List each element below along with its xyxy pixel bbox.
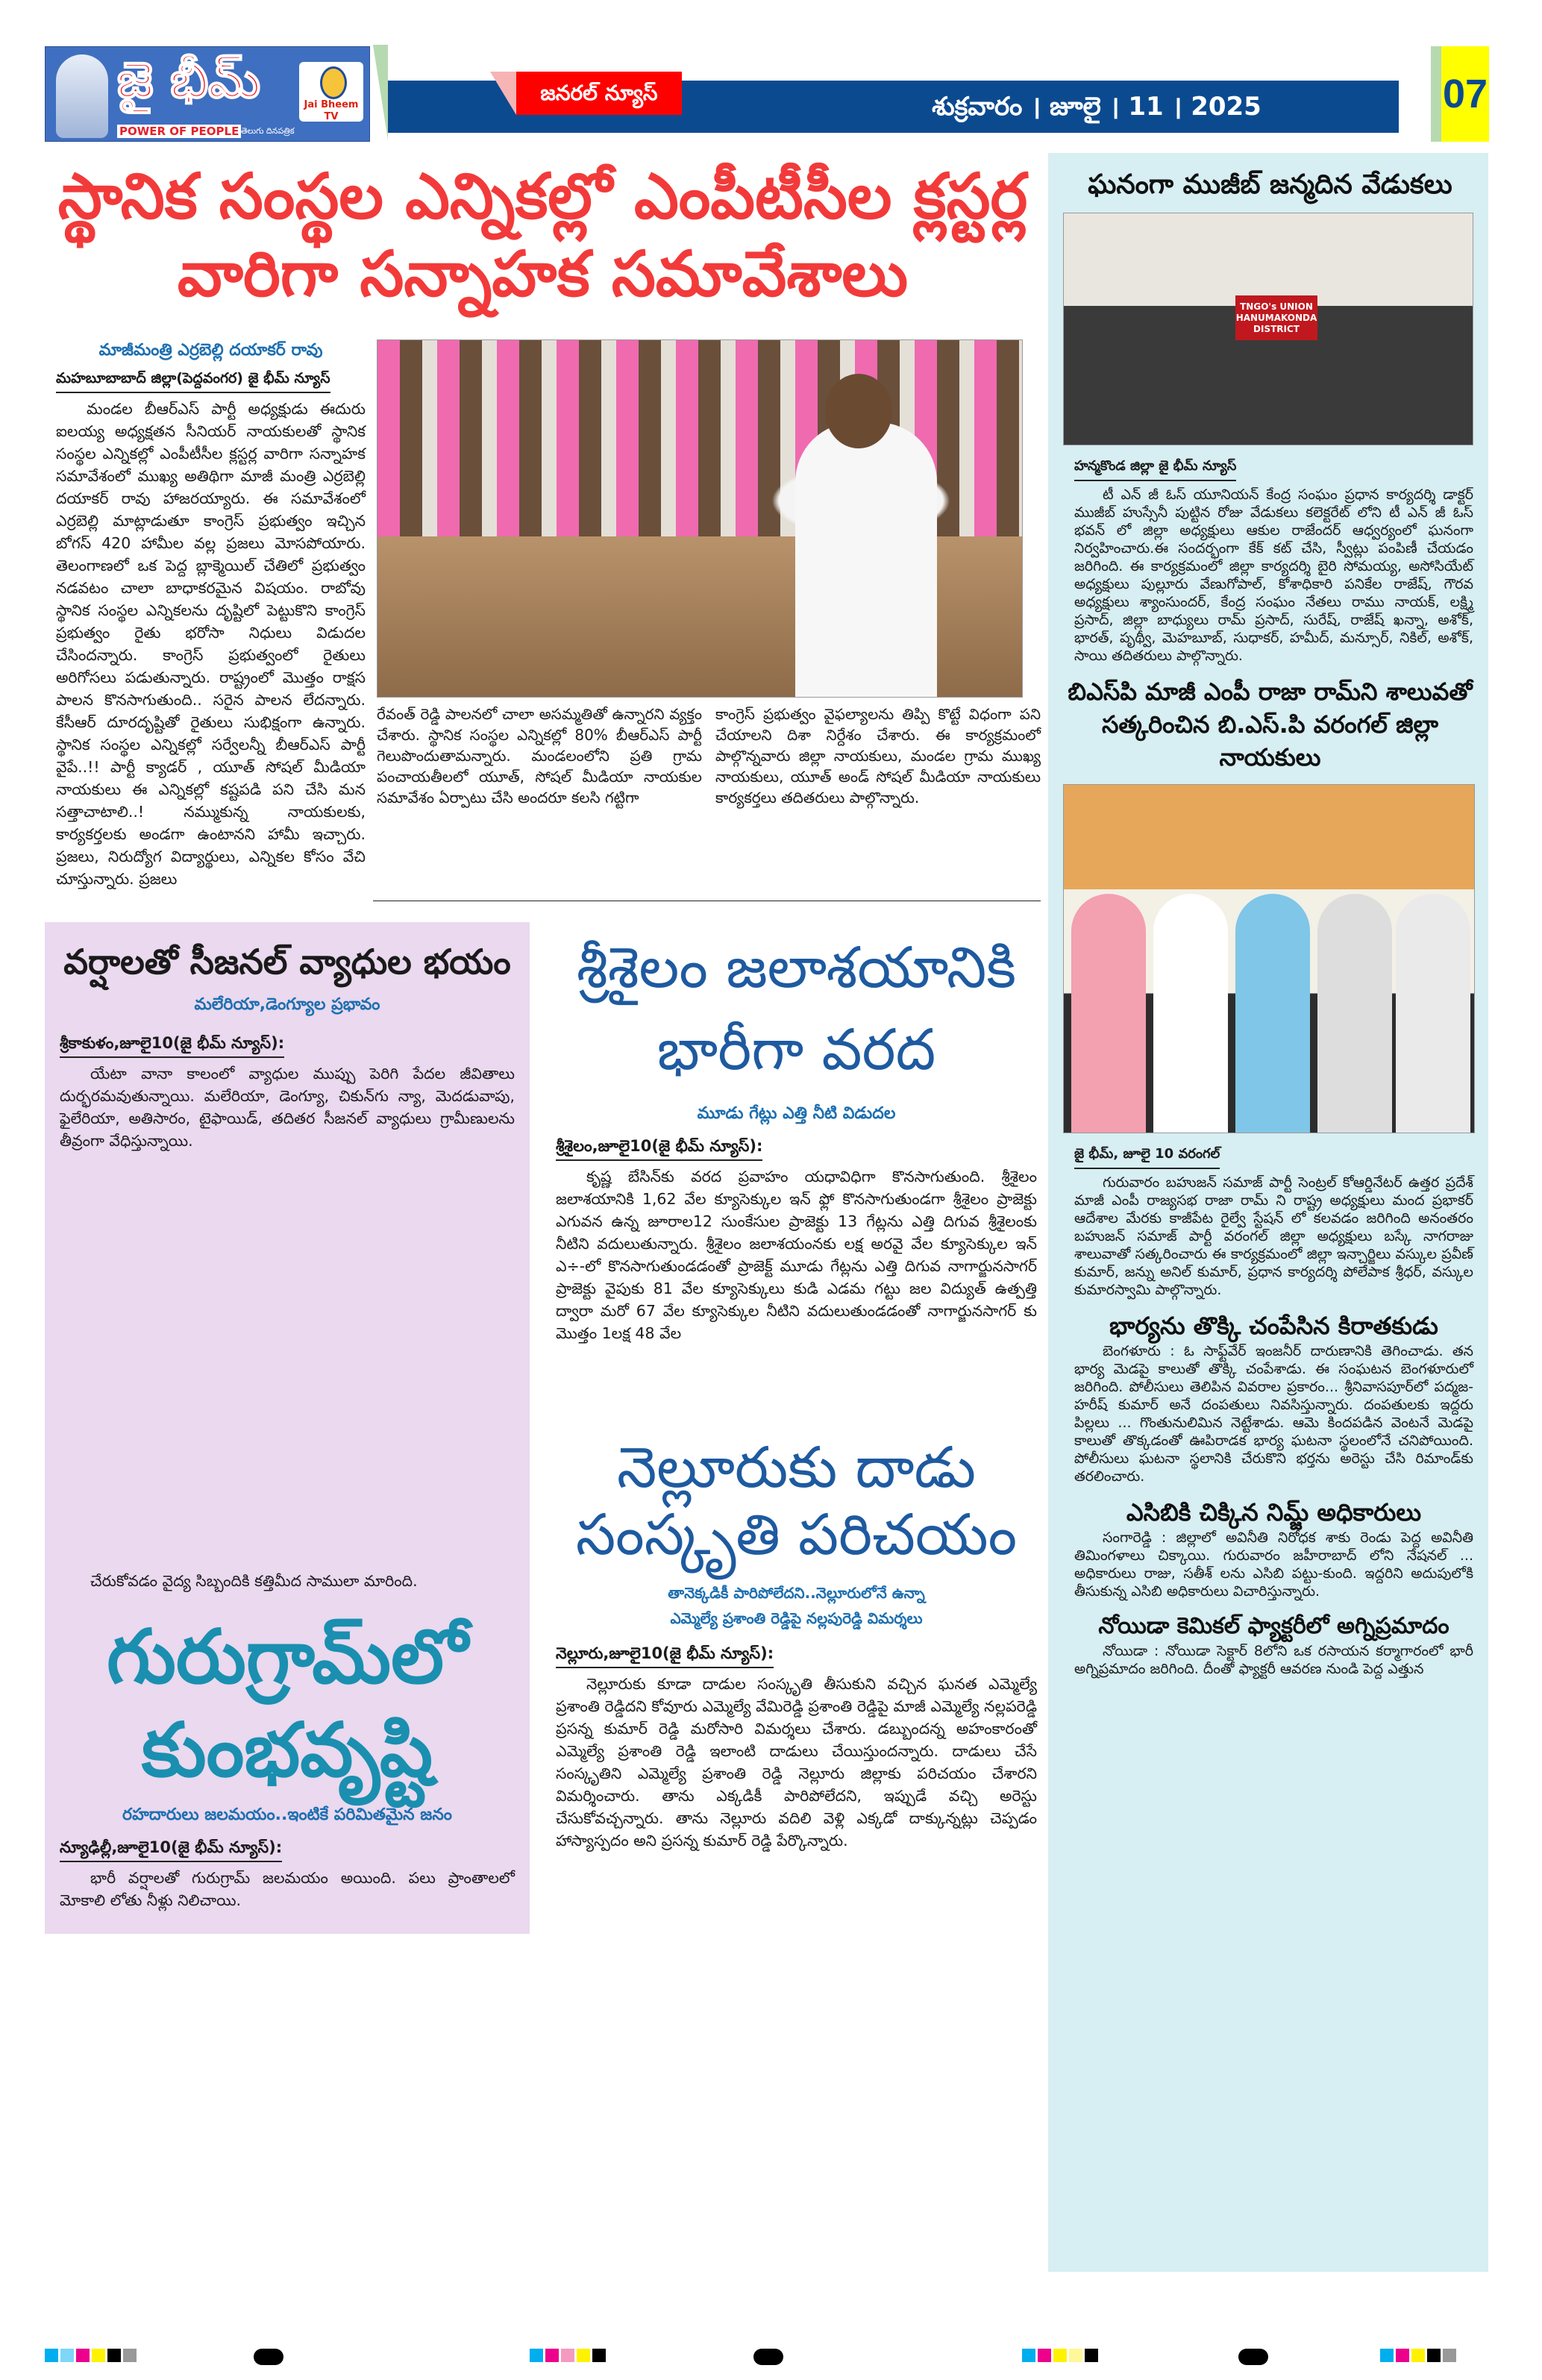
page-body [45, 153, 1488, 2332]
section-label: జనరల్ న్యూస్ [516, 72, 682, 115]
srisailam-byline: శ్రీశైలం,జూలై10(జై భీమ్ న్యూస్): [556, 1136, 762, 1161]
srisailam-headline: శ్రీశైలం జలాశయానికి భారీగా వరద [576, 934, 1017, 1083]
gurugram-story [60, 1610, 515, 1911]
lead-photo-area [377, 339, 1041, 808]
seasonal-kicker: మలేరియా,డెంగ్యూల ప్రభావం [194, 995, 380, 1014]
bsp-byline: జై భీమ్, జూలై 10 వరంగల్ [1074, 1144, 1220, 1169]
nellore-body: నెల్లూరుకు కూడా దాడుల సంస్కృతి తీసుకుని వచ్చిన ఘనత ఎమ్మెల్యే ప్రశాంతి రెడ్డిదని కోవూరు ఎమ్మెల్యే వేమిరెడ్డి ప్రశాంతి రెడ్డిపై మాజీ ఎమ్మెల్యే నల్లపరెడ్డి ప్రసన్న కుమార్ రెడ్డి మరోసారి విమర్శలు చేశారు. డబ్బుందన్న అహంకారంతో ఎమ్మెల్యే ప్రశాంతి రెడ్డి ఇలాంటి దాడులు చేయిస్తుందన్నారు. దాడులు చేసే సంస్కృతిని ఎమ్మెల్యే ప్రశాంతి రెడ్డి నెల్లూరు జిల్లాకు పరిచయం చేశారని విమర్శించారు. తాను ఎక్కడికీ పారిపోలేదని, ఇప్పుడే వచ్చి అరెస్టు చేసుకోవచ్చన్నారు. తాను నెల్లూరు వదిలి వెళ్లి ఎక్కడో దాక్కున్నట్లు చెప్పడం హాస్యాస్పదం అని ప్రసన్న కుమార్ రెడ్డి పేర్కొన్నారు. [556, 1675, 1037, 1850]
masthead-slogan: POWER OF PEOPLE [117, 125, 241, 138]
registration-oval [1238, 2349, 1268, 2365]
page-number: 07 [1431, 46, 1489, 142]
seasonal-closing: చేరుకోవడం వైద్య సిబ్బందికి కత్తిమీద సాములా మారింది. [90, 1572, 418, 1590]
lead-body-col2: రేవంత్ రెడ్డి పాలనలో చాలా అసమ్మతితో ఉన్నారని వ్యక్తం చేశారు. స్థానిక సంస్థల ఎన్నికల్లో 80% బీఆర్ఎస్ పార్టీ గెలుపొందుతామన్నారు. మండలంలోని ప్రతి గ్రామ పంచాయతీలలో యూత్, సోషల్ మీడియా నాయకుల సమావేశం ఏర్పాటు చేసి అందరూ కలసి గట్టిగా [377, 705, 702, 807]
seasonal-byline: శ్రీకాకుళం,జూలై10(జై భీమ్ న్యూస్): [60, 1033, 284, 1058]
gurugram-kicker: రహదారులు జలమయం..ఇంటికే పరిమితమైన జనం [122, 1806, 452, 1824]
wife-headline: భార్యను తొక్కి చంపేసిన కిరాతకుడు [1109, 1312, 1438, 1340]
srisailam-body: కృష్ణ బేసిన్‌కు వరద ప్రవాహం యధావిధిగా కొనసాగుతుంది. శ్రీశైలం జలాశయానికి 1,62 వేల క్యూసెక్కుల ఇన్ ఫ్లో కొనసాగుతుండగా శ్రీశైలం ప్రాజెక్టు ఎగువన ఉన్న జూరాల12 సుంకేసుల ప్రాజెక్టు 13 గేట్లను ఎత్తి దిగువ శ్రీశైలంకు నీటిని వదులుతున్నారు. శ్రీశైలం జలాశయంనకు లక్ష అరవై వేల క్యూసెక్కుల ఇన్ ఎ÷-లో కొనసాగుతుండడంతో ప్రాజెక్ట్ మూడు గేట్లను ఎత్తి దిగువ నాగార్జునసాగర్ ప్రాజెక్టు వైపుకు 81 వేల క్యూసెక్కులు కుడి ఎడమ గట్టు జల విద్యుత్ ఉత్పత్తి ద్వారా మరో 67 వేల క్యూసెక్కుల నీటిని వదులుతుండడంతో నాగార్జునసాగర్ కు మొత్తం 1లక్ష 48 వేల [556, 1168, 1037, 1342]
bsp-headline: బిఎస్‌పి మాజీ ఎంపీ రాజా రామ్‌ని శాలువతో సత్కరించిన బి.ఎస్.పి వరంగల్ జిల్లా నాయకులు [1068, 677, 1473, 771]
meeting-photo [377, 339, 1023, 698]
issue-date: శుక్రవారం । జూలై । 11 । 2025 [932, 92, 1262, 122]
header-divider [373, 45, 388, 140]
wife-story [1063, 1309, 1477, 1485]
lead-story [45, 339, 1041, 890]
photo-banner: TNGO's UNION HANUMAKONDA DISTRICT [1235, 295, 1317, 340]
lead-continuation [377, 704, 1041, 808]
srisailam-kicker: మూడు గేట్లు ఎత్తి నీటి విడుదల [697, 1104, 896, 1123]
color-registration-marks [1022, 2349, 1100, 2365]
nellore-kicker-2: ఎమ్మెల్యే ప్రశాంతి రెడ్డిపై నల్లపురెడ్డి విమర్శలు [670, 1609, 923, 1627]
noida-headline: నోయిడా కెమికల్ ఫ్యాక్టరీలో అగ్నిప్రమాదం [1098, 1613, 1449, 1639]
acb-headline: ఎసిబికి చిక్కిన నిమ్జ్ అధికారులు [1126, 1498, 1422, 1526]
masthead-tagline: తెలుగు దినపత్రిక [241, 126, 295, 136]
acb-body: సంగారెడ్డి : జిల్లాలో అవినీతి నిరోధక శాకు రెండు పెద్ద అవినీతి తిమింగళాలు చిక్కాయి. గురువారం జహీరాబాద్ లోని నేషనల్ ... అధికారులు రాజు, సతీశ్ లను ఎసిబి పట్టు-కుంది. ఇద్దరిని అదుపులోకి తీసుకున్న ఎసిబి అధికారులు విచారిస్తున్నారు. [1074, 1529, 1473, 1600]
gurugram-body: భారీ వర్షాలతో గురుగ్రామ్ జలమయం అయింది. పలు ప్రాంతాలలో మోకాలి లోతు నీళ్లు నిలిచాయి. [60, 1869, 515, 1909]
seasonal-body: యేటా వానా కాలంలో వ్యాధుల ముప్పు పెరిగి పేదల జీవితాలు దుర్భరమవుతున్నాయి. మలేరియా, డెంగ్యూ, చికున్‌గు న్యా, మెదడువాపు, ఫైలేరియా, అతిసారం, టైఫాయిడ్, తదితర సీజనల్ వ్యాధులు గ్రామీణులను తీవ్రంగా వేధిస్తున్నాయి. [60, 1065, 515, 1150]
mujeeb-body: టీ ఎన్ జీ ఓస్ యూనియన్ కేంద్ర సంఘం ప్రధాన కార్యదర్శి డాక్టర్ ముజీబ్ హుస్సేనీ పుట్టిన రోజు వేడుకలు కలెక్టరేట్ లోని టీ ఎన్ జీ ఓస్ భవన్ లో జిల్లా అధ్యక్షులు ఆకుల రాజేందర్ ఆధ్వర్యంలో ఘనంగా నిర్వహించారు.ఈ సందర్భంగా కేక్ కట్ చేసి, స్వీట్లు పంపిణీ చేయడం జరిగింది. ఈ కార్యక్రమంలో జిల్లా కార్యదర్శి బైరి సోమయ్య, అసోసియేట్ అధ్యక్షులు పుల్లూరు వేణుగోపాల్, కోశాధికారి పనికేల రాజేష్, గౌరవ అధ్యక్షులు శ్యాంసుందర్, కేంద్ర సంఘం నేతలు రాము నాయక్, లక్ష్మి ప్రసాద్, జిల్లా బాధ్యులు రామ్ ప్రసాద్, సురేష్, రాజేష్ ఖన్నా, అశోక్, భారత్, పృథ్వీ, మెహబూబ్, సుధాకర్, హమీద్, మన్సూర్, నికిల్, అశోక్, సాయి తదితరులు పాల్గొన్నారు. [1074, 486, 1473, 664]
noida-story [1063, 1611, 1477, 1678]
color-registration-marks [45, 2349, 139, 2365]
mujeeb-story [1063, 456, 1477, 665]
nellore-headline: నెల్లూరుకు దాడు సంస్కృతి పరిచయం [575, 1434, 1018, 1568]
nellore-byline: నెల్లూరు,జూలై10(జై భీమ్ న్యూస్): [556, 1643, 774, 1668]
lead-body-col1: మండల బీఆర్ఎస్ పార్టీ అధ్యక్షుడు ఈదురు ఐలయ్య అధ్యక్షతన సీనియర్ నాయకులతో స్థానిక సంస్థల ఎన్నికల్లో ఎంపీటీసీల క్లస్టర్ల వారిగా సన్నాహక సమావేశంలో ముఖ్య అతిథిగా మాజీ మంత్రి ఎర్రబెల్లి దయాకర్ రావు హాజరయ్యారు. ఈ సమావేశంలో ఎర్రబెల్లి మాట్లాడుతూ కాంగ్రెస్ ప్రభుత్వం ఇచ్చిన బోగస్ 420 హామీల వల్ల ప్రజలు మోసపోయారు. తెలంగాణలో ఒక పెద్ద బ్లాక్మెయిల్ చేతిలో ప్రభుత్వం నడవటం చాలా బాధాకరమైన విషయం. రాబోవు స్థానిక సంస్థల ఎన్నికలను దృష్టిలో పెట్టుకొని కాంగ్రెస్ ప్రభుత్వం రైతు భరోసా నిధులు విడుదల చేసిందన్నారు. కాంగ్రెస్ ప్రభుత్వంలో రైతులు అరిగోసలు పడుతున్నారు. రాష్ట్రంలో మొత్తం రాక్షస పాలన కొనసాగుతుంది.. సరైన పాలన లేదన్నారు. కేసీఆర్ దూరదృష్టితో రైతులు సుభిక్షంగా ఉన్నారు. స్థానిక సంస్థల ఎన్నికల్లో సర్వేలన్నీ బీఆర్ఎస్ పార్టీ వైపే..!! పార్టీ క్యాడర్ , యూత్ సోషల్ మీడియా నాయకులు ఈ ఎన్నికల్లో కష్టపడి పని చేసి మన సత్తాచాటాలి..! నమ్ముకున్న నాయకులకు, కార్యకర్తలకు అండగా ఉంటానని హామీ ఇచ్చారు. ప్రజలు, నిరుద్యోగ విద్యార్థులు, ఎన్నికల కోసం వేచి చూస్తున్నారు. ప్రజలు [56, 400, 366, 888]
mujeeb-photo [1063, 213, 1473, 445]
masthead-title: జై భీమ్ [117, 51, 260, 109]
lead-kicker: మాజీమంత్రి ఎర్రబెల్లి దయాకర్ రావు [98, 341, 323, 360]
seasonal-headline: వర్షాలతో సీజనల్ వ్యాధుల భయం [63, 942, 511, 982]
color-registration-marks [1380, 2349, 1458, 2365]
lead-headline: స్థానిక సంస్థల ఎన్నికల్లో ఎంపీటీసీల క్లస్టర్ల వారిగా సన్నాహక సమావేశాలు [57, 160, 1028, 310]
registration-oval [254, 2349, 283, 2365]
bsp-body: గురువారం బహుజన్ సమాజ్ పార్టీ సెంట్రల్ కోఆర్డినేటర్ ఉత్తర ప్రదేశ్ మాజీ ఎంపీ రాజ్యసభ రాజా రామ్ ని రాష్ట్ర అధ్యక్షులు మంద ప్రభాకర్ ఆదేశాల మేరకు కాజీపేట రైల్వే స్టేషన్ లో కలవడం జరిగింది అనంతరం బహుజన్ సమాజ్ పార్టీ వరంగల్ జిల్లా అధ్యక్షులు బస్కే నాగరాజు శాలువాతో సత్కరించారు ఈ కార్యక్రమంలో జిల్లా ఇన్చార్జిలు వస్కుల ప్రవీణ్ కుమార్, జన్ను అనిల్ కుమార్, ప్రధాన కార్యదర్శి పోలేపాక శ్రీధర్, వస్కుల కుమారస్వామి పాల్గొన్నారు. [1074, 1174, 1473, 1298]
nellore-kicker-1: తానెక్కడికీ పారిపోలేదని..నెల్లూరులోనే ఉన్నా [668, 1584, 925, 1602]
masthead-logo [45, 46, 370, 142]
lower-section [45, 922, 1041, 1934]
color-registration-marks [530, 2349, 608, 2365]
gurugram-byline: న్యూఢిల్లీ,జూలై10(జై భీమ్ న్యూస్): [60, 1837, 282, 1862]
gurugram-headline: గురుగ్రామ్‌లో కుంభవృష్టి [107, 1613, 468, 1794]
lead-body-col3: కాంగ్రెస్ ప్రభుత్వం వైఫల్యాలను తిప్పి కొట్టే విధంగా పని చేయాలని దిశా నిర్దేశం చేశారు. ఈ కార్యక్రమంలో పాల్గొన్నవారు జిల్లా నాయకులు, మండల గ్రామ ముఖ్య నాయకులు, యూత్ అండ్ సోషల్ మీడియా నాయకులు కార్యకర్తలు తదితరులు పాల్గొన్నారు. [715, 705, 1041, 807]
bsp-photo [1063, 784, 1475, 1133]
portrait-image [56, 54, 108, 138]
registration-oval [753, 2349, 783, 2365]
mujeeb-headline: ఘనంగా ముజీబ్ జన్మదిన వేడుకలు [1088, 169, 1452, 200]
tv-logo: Jai Bheem TV [299, 62, 363, 122]
srisailam-story [556, 927, 1037, 1344]
nellore-story [556, 1434, 1037, 1852]
seasonal-story [60, 936, 515, 1592]
noida-body: నోయిడా : నోయిడా సెక్టార్ 8లోని ఒక రసాయన కర్మాగారంలో భారీ అగ్నిప్రమాదం జరిగింది. దీంతో ఫ్యాక్టరీ ఆవరణ నుండి పెద్ద ఎత్తున [1074, 1643, 1473, 1677]
right-panel [1048, 153, 1488, 2272]
mujeeb-byline: హన్మకొండ జిల్లా జై భీమ్ న్యూస్ [1074, 456, 1236, 481]
lead-story-column [45, 339, 366, 890]
middle-column [552, 922, 1041, 1852]
bsp-story [1063, 1144, 1477, 1299]
wife-body: బెంగళూరు : ఓ సాఫ్ట్‌వేర్ ఇంజనీర్ దారుణానికి తెగించాడు. తన భార్య మెడపై కాలుతో తొక్కి చంపేశాడు. ఈ సంఘటన బెంగళూరులో జరిగింది. పోలీసులు తెలిపిన వివరాల ప్రకారం... శ్రీనివాసపూర్‌లో పద్మజ-హరీష్ కుమార్ అనే దంపతులు నివసిస్తున్నారు. దంపతులకు ఇద్దరు పిల్లలు ... గొంతునులిమిన నెట్టేశాడు. ఆమె కిందపడిన వెంటనే మెడపై కాలుతో తొక్కడంతో ఊపిరాడక భార్య ఘటనా స్థలంలోనే చనిపోయింది. పోలీసులు ఘటనా స్థలానికి చేరుకొని భర్తను అరెస్టు చేసి రిమాండ్‌కు తరలించారు. [1074, 1343, 1473, 1485]
lead-byline: మహబూబాబాద్ జిల్లా(పెద్దవంగర) జై భీమ్ న్యూస్ [56, 368, 330, 393]
acb-story [1063, 1496, 1477, 1600]
main-area [45, 153, 1041, 1934]
health-panel [45, 922, 530, 1934]
